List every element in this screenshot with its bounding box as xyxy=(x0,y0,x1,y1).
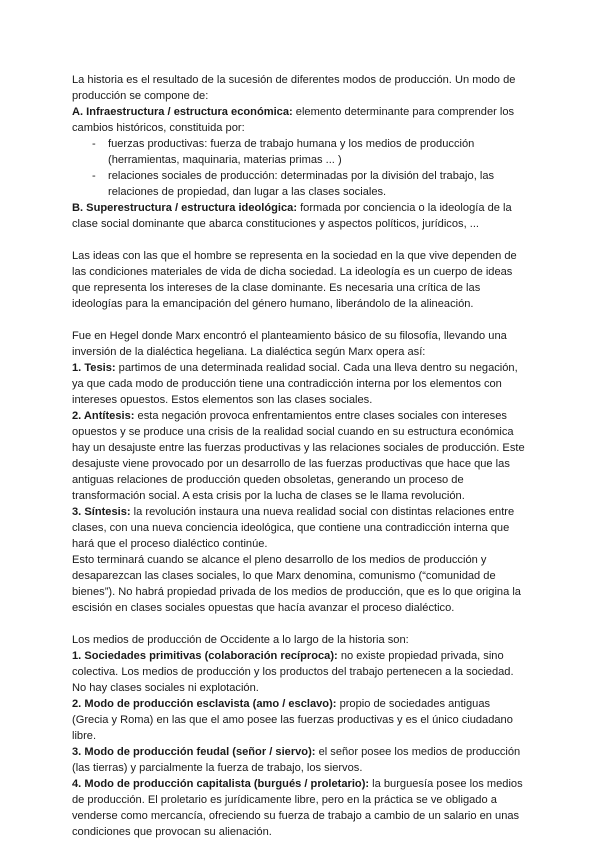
text-line: transformación social. A esta crisis por la lucha de clases se le llama revolución. xyxy=(72,490,465,502)
tesis-heading: 1. Tesis: xyxy=(72,362,116,374)
mode-3-line xyxy=(72,744,520,760)
text-line: ya que cada modo de producción tiene una contradicción interna por los elementos con xyxy=(72,378,502,390)
text-line: producción se compone de: xyxy=(72,90,209,102)
text-line: La historia es el resultado de la sucesión de diferentes modos de producción. Un modo de xyxy=(72,74,516,86)
text-line: Las ideas con las que el hombre se representa en la sociedad en la que vive dependen de xyxy=(72,250,517,262)
text-line: las condiciones materiales de vida de dicha sociedad. La ideología es un cuerpo de ideas xyxy=(72,266,513,278)
text-span: propio de sociedades antiguas xyxy=(336,698,491,710)
text-line: hará que el proceso dialéctico continúe. xyxy=(72,538,268,550)
mode-2-line xyxy=(72,696,490,712)
text-line: clases, con una nueva conciencia ideológica, que contiene una contradicción interna que xyxy=(72,522,510,534)
text-line: Esto terminará cuando se alcance el pleno desarrollo de los medios de producción y xyxy=(72,554,487,566)
text-line: No hay clases sociales ni explotación. xyxy=(72,682,259,694)
bullet-line: fuerzas productivas: fuerza de trabajo humana y los medios de producción xyxy=(108,138,475,150)
text-line: hay un desajuste entre las fuerzas productivas y las relaciones sociales de producción. Este xyxy=(72,442,525,454)
mode-3-heading: 3. Modo de producción feudal (señor / siervo): xyxy=(72,746,316,758)
mode-1-heading: 1. Sociedades primitivas (colaboración recíproca): xyxy=(72,650,338,662)
antitesis-line xyxy=(72,408,507,424)
bullet-line: relaciones de propiedad, dan lugar a las clases sociales. xyxy=(108,186,387,198)
text-span: formada por conciencia o la ideología de la xyxy=(297,202,512,214)
text-span: esta negación provoca enfrentamientos entre clases sociales con intereses xyxy=(134,410,507,422)
text-line: Los medios de producción de Occidente a lo largo de la historia son: xyxy=(72,634,409,646)
text-line: que representa los intereses de la clase dominante. Es necesaria una crítica de las xyxy=(72,282,481,294)
antitesis-heading: 2. Antítesis: xyxy=(72,410,135,422)
text-line: cambios históricos, constituida por: xyxy=(72,122,245,134)
mode-4-line xyxy=(72,776,523,792)
text-span: no existe propiedad privada, sino xyxy=(337,650,504,662)
text-line: antiguas relaciones de producción queden obsoletas, generando un proceso de xyxy=(72,474,464,486)
text-line: colectiva. Los medios de producción y los productos del trabajo pertenecen a la sociedad. xyxy=(72,666,514,678)
mode-4-heading: 4. Modo de producción capitalista (burgués / proletario): xyxy=(72,778,370,790)
text-line: de producción. El proletario es jurídicamente libre, pero en la práctica se ve obligado a xyxy=(72,794,497,806)
text-line: escisión en clases sociales opuestas que hacía avanzar el proceso dialéctico. xyxy=(72,602,455,614)
bullet-dash: - xyxy=(92,170,96,182)
section-b-heading: B. Superestructura / estructura ideológica: xyxy=(72,202,298,214)
tesis-line xyxy=(72,360,518,376)
sintesis-heading: 3. Síntesis: xyxy=(72,506,131,518)
bullet-line: relaciones sociales de producción: determinadas por la división del trabajo, las xyxy=(108,170,495,182)
text-line: bienes”). No habrá propiedad privada de los medios de producción, que es lo que origina la xyxy=(72,586,521,598)
text-line: ideologías para la emancipación del género humano, liberándolo de la alineación. xyxy=(72,298,474,310)
text-span: la revolución instaura una nueva realidad social con distintas relaciones entre xyxy=(130,506,515,518)
bullet-line: (herramientas, maquinaria, materias primas ... ) xyxy=(108,154,342,166)
text-line: Fue en Hegel donde Marx encontró el planteamiento básico de su filosofía, llevando una xyxy=(72,330,507,342)
mode-2-heading: 2. Modo de producción esclavista (amo / esclavo): xyxy=(72,698,337,710)
text-line: venderse como mercancía, ofreciendo su fuerza de trabajo a cambio de un salario en unas xyxy=(72,810,520,822)
text-line: clase social dominante que abarca constituciones y aspectos políticos, jurídicos, ... xyxy=(72,218,479,230)
section-a-heading: A. Infraestructura / estructura económica: xyxy=(72,106,293,118)
text-span: elemento determinante para comprender los xyxy=(292,106,515,118)
text-line: inversión de la dialéctica hegeliana. La dialéctica según Marx opera así: xyxy=(72,346,426,358)
text-line: intereses opuestos. Estos elementos son las clases sociales. xyxy=(72,394,373,406)
text-span: partimos de una determinada realidad social. Cada una lleva dentro su negación, xyxy=(115,362,518,374)
sintesis-line xyxy=(72,504,514,520)
text-line: desaparezcan las clases sociales, lo que Marx denomina, comunismo (“comunidad de xyxy=(72,570,496,582)
text-line: (Grecia y Roma) en las que el amo posee las fuerzas productivas y es el único ciudadano xyxy=(72,714,513,726)
mode-1-line xyxy=(72,648,504,664)
text-line: desajuste viene provocado por un desarrollo de las fuerzas productivas que hace que las xyxy=(72,458,510,470)
text-line: (las tierras) y parcialmente la fuerza de trabajo, los siervos. xyxy=(72,762,363,774)
text-line: condiciones que provocan su alienación. xyxy=(72,826,272,838)
section-a-line xyxy=(72,104,514,120)
text-span: la burguesía posee los medios xyxy=(369,778,523,790)
text-line: libre. xyxy=(72,730,97,742)
section-b-line xyxy=(72,200,512,216)
text-line: opuestos y se produce una crisis de la realidad social cuando en su estructura económica xyxy=(72,426,514,438)
bullet-dash: - xyxy=(92,138,96,150)
text-span: el señor posee los medios de producción xyxy=(315,746,521,758)
